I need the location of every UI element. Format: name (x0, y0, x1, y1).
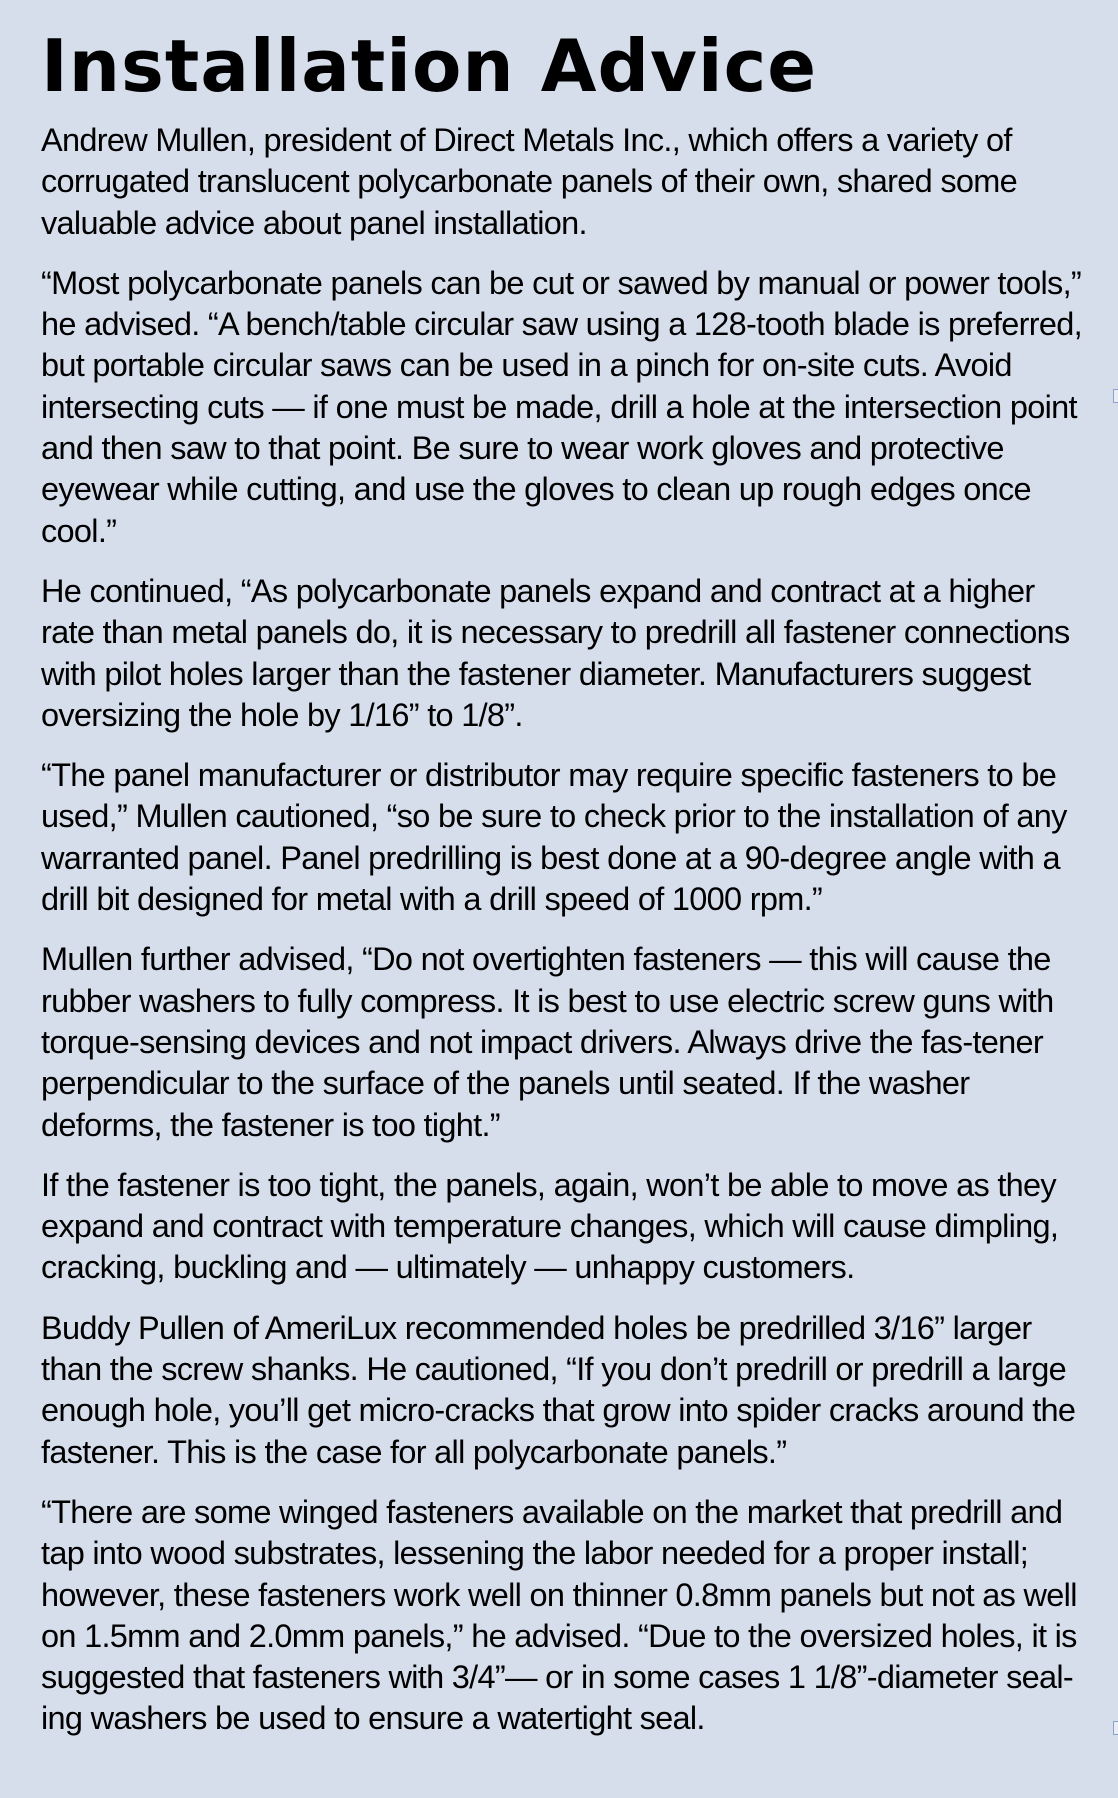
paragraph-amerilux: Buddy Pullen of AmeriLux recommended holes be predrilled 3/16” larger than the screw shanks. He cautioned, “If you don’t predrill or predrill a large enough hole, you’ll get micro-cracks that grow into spider cracks around the fastener. This is the case for all polycarbonate panels.” (41, 1309, 1076, 1470)
paragraph-predrill: He continued, “As polycarbonate panels expand and contract at a higher rate than metal panels do, it is necessary to predrill all fastener connections with pilot holes larger than the fastener diameter. Manufacturers suggest oversizing the hole by 1/16” to 1/8”. (41, 572, 1070, 733)
article-title: Installation Advice (41, 24, 818, 108)
paragraph-intro: Andrew Mullen, president of Direct Metals Inc., which offers a variety of corrugated translucent polycarbonate panels of their own, shared some valuable advice about panel installation. (41, 122, 1018, 241)
paragraph-winged-fasteners: “There are some winged fasteners available on the market that predrill and tap into wood substrates, lessening the labor needed for a proper install; however, these fasteners work well on thinner 0.8mm panels but not as well on 1.5mm and 2.0mm panels,” he advised. “Due to the oversized holes, it is suggested that fasteners with 3/4”— or in some cases 1 1/8”-diameter seal-ing washers be used to ensure a watertight seal. (41, 1493, 1077, 1737)
paragraph-fastener-requirements: “The panel manufacturer or distributor may require specific fasteners to be used,” Mullen cautioned, “so be sure to check prior to the installation of any warranted panel. Panel predrilling is best done at a 90-degree angle with a drill bit designed for metal with a drill speed of 1000 rpm.” (41, 757, 1067, 918)
margin-crop-mark (1113, 389, 1118, 403)
margin-crop-mark (1113, 1721, 1118, 1735)
paragraph-too-tight: If the fastener is too tight, the panels, again, won’t be able to move as they expand and contract with temperature changes, which will cause dimpling, cracking, buckling and — ultimately — unhappy customers. (41, 1166, 1059, 1286)
paragraph-cutting: “Most polycarbonate panels can be cut or sawed by manual or power tools,” he advised. “A bench/table circular saw using a 128-tooth blade is preferred, but portable circular saws can be used in a pinch for on-site cuts. Avoid intersecting cuts — if one must be made, drill a hole at the intersection point and then saw to that point. Be sure to wear work gloves and protective eyewear while cutting, and use the gloves to clean up rough edges once cool.” (41, 264, 1082, 549)
paragraph-overtighten: Mullen further advised, “Do not overtighten fasteners — this will cause the rubber washers to fully compress. It is best to use electric screw guns with torque-sensing devices and not impact drivers. Always drive the fas-tener perpendicular to the surface of the panels until seated. If the washer deforms, the fastener is too tight.” (41, 941, 1054, 1143)
